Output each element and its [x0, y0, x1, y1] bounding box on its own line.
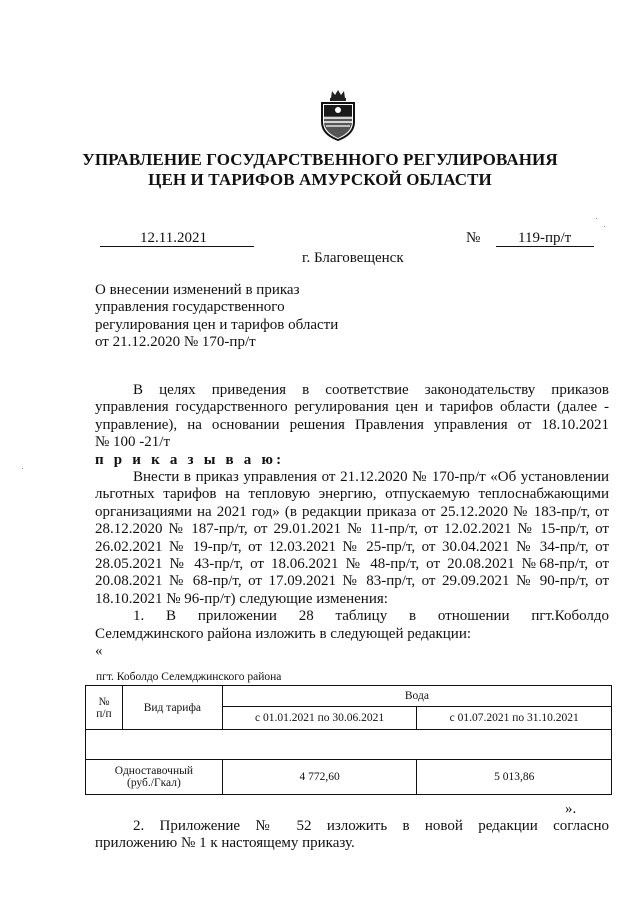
- table-row-empty: [86, 730, 612, 760]
- body-paragraph: [95, 469, 609, 660]
- body-line: льготных тарифов на тепловую энергию, отпускаемую теплоснабжающими: [95, 486, 609, 503]
- body-line: 28.05.2021 № 43-пр/т, от 18.06.2021 № 48-пр/т, от 20.08.2021 №68-пр/т, от: [95, 556, 609, 573]
- scan-speck: [596, 218, 597, 219]
- subject-line: управления государственного: [95, 299, 285, 316]
- number-underline: [496, 246, 594, 247]
- org-name-line-2: ЦЕН И ТАРИФОВ АМУРСКОЙ ОБЛАСТИ: [148, 170, 492, 189]
- col-header-tariff-type: Вид тарифа: [122, 686, 222, 730]
- body-line: 28.12.2020 № 187-пр/т, от 29.01.2021 № 11-пр/т, от 12.02.2021 № 15-пр/т, от: [95, 521, 609, 538]
- col-header-number: № п/п: [86, 686, 123, 730]
- col-header-period-1: с 01.01.2021 по 30.06.2021: [222, 707, 417, 730]
- value-period-1: 4 772,60: [222, 760, 417, 795]
- close-quote: ».: [565, 801, 577, 817]
- item1-line: 1. В приложении 28 таблицу в отношении пгт.Коболдо: [133, 608, 609, 625]
- subject-line: О внесении изменений в приказ: [95, 282, 300, 298]
- item2-line: приложению № 1 к настоящему приказу.: [95, 835, 355, 852]
- scan-speck: [604, 226, 605, 227]
- body-line: Внести в приказ управления от 21.12.2020 № 170-пр/т «Об установлении: [133, 469, 609, 485]
- body-line: 20.08.2021 № 68-пр/т, от 17.09.2021 № 83-пр/т, от 29.09.2021 № 90-пр/т, от: [95, 573, 609, 590]
- org-name-line-1: УПРАВЛЕНИЕ ГОСУДАРСТВЕННОГО РЕГУЛИРОВАНИЯ: [82, 150, 558, 169]
- preamble-line: управление), на основании решения Правления управления от 18.10.2021: [95, 416, 609, 433]
- document-number: 119-пр/т: [518, 230, 572, 246]
- order-word: п р и к а з ы в а ю:: [95, 451, 285, 468]
- table-row: [86, 760, 612, 795]
- col-header-water: Вода: [222, 686, 611, 707]
- preamble-line: № 100 -21/т: [95, 434, 171, 451]
- body-line: 18.10.2021 № 96-пр/т) следующие изменения:: [95, 590, 388, 607]
- item1-line: Селемджинского района изложить в следующей редакции:: [95, 625, 472, 642]
- preamble-line: В целях приведения в соответствие законодательству приказов: [133, 382, 609, 398]
- body-line: 26.02.2021 № 19-пр/т, от 12.03.2021 № 25-пр/т, от 30.04.2021 № 34-пр/т, от: [95, 538, 609, 555]
- subject-line: регулирования цен и тарифов области: [95, 316, 339, 333]
- subject-line: от 21.12.2020 № 170-пр/т: [95, 334, 256, 351]
- item2: [95, 818, 609, 853]
- number-sign: №: [466, 230, 481, 246]
- col-header-period-2: с 01.07.2021 по 31.10.2021: [417, 707, 612, 730]
- tariff-table: [85, 685, 612, 795]
- city: г. Благовещенск: [302, 250, 404, 266]
- date-underline: [100, 246, 254, 247]
- scan-speck: [22, 468, 23, 469]
- table-caption: пгт. Коболдо Селемджинского района: [96, 671, 282, 683]
- value-period-2: 5 013,86: [417, 760, 612, 795]
- open-quote: «: [95, 643, 103, 660]
- item2-line: 2. Приложение № 52 изложить в новой редакции согласно: [133, 818, 609, 834]
- document-date: 12.11.2021: [140, 230, 207, 246]
- preamble-line: управления государственного регулирования цен и тарифов области (далее -: [95, 399, 609, 416]
- coat-of-arms-emblem: [318, 88, 358, 142]
- preamble: [95, 382, 609, 469]
- subject-block: [95, 282, 338, 352]
- row-label: Одноставочный (руб./Гкал): [86, 760, 223, 795]
- body-line: организациями на 2021 год» (в редакции приказа от 25.12.2020 № 183-пр/т, от: [95, 503, 609, 520]
